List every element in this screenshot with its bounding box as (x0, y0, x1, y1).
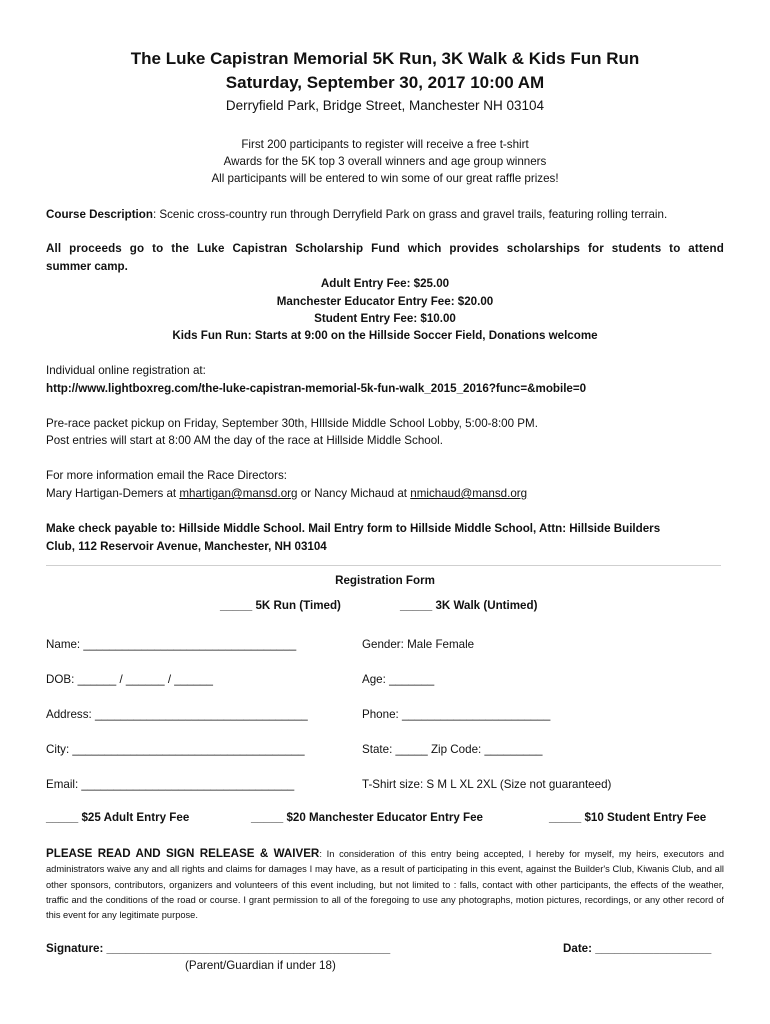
address-field[interactable]: Address: _________________________________ (46, 708, 308, 721)
contact-prefix: Mary Hartigan-Demers at (46, 487, 180, 500)
fee-option-student[interactable]: _____ $10 Student Entry Fee (549, 811, 707, 824)
age-field[interactable]: Age: _______ (362, 673, 435, 686)
fee-adult: Adult Entry Fee: $25.00 (320, 277, 450, 290)
event-option-3k[interactable]: _____ 3K Walk (Untimed) (400, 599, 538, 612)
gender-field[interactable]: Gender: Male Female (362, 638, 475, 651)
email-link-mhartigan[interactable]: mhartigan@mansd.org (179, 487, 298, 500)
release-label: PLEASE READ AND SIGN RELEASE & WAIVER (46, 847, 320, 860)
fee-educator: Manchester Educator Entry Fee: $20.00 (276, 295, 494, 308)
fee-student: Student Entry Fee: $10.00 (314, 312, 456, 325)
proceeds-line-1: All proceeds go to the Luke Capistran Scholarship Fund which provides scholarships for students to attend (46, 242, 724, 255)
date-field[interactable]: Date: __________________ (563, 942, 712, 955)
tshirt-size-field[interactable]: T-Shirt size: S M L XL 2XL (Size not guaranteed) (362, 778, 612, 791)
fee-option-educator[interactable]: _____ $20 Manchester Educator Entry Fee (251, 811, 483, 824)
contact-label: For more information email the Race Directors: (46, 469, 287, 482)
contact-line (46, 485, 527, 503)
signature-field[interactable]: Signature: ____________________________________________ (46, 942, 391, 955)
event-date: Saturday, September 30, 2017 10:00 AM (225, 73, 545, 92)
state-zip-field[interactable]: State: _____ Zip Code: _________ (362, 743, 543, 756)
event-location: Derryfield Park, Bridge Street, Manchester NH 03104 (225, 98, 545, 113)
phone-field[interactable]: Phone: _______________________ (362, 708, 551, 721)
email-field[interactable]: Email: _________________________________ (46, 778, 295, 791)
check-payable-line-2: Club, 112 Reservoir Avenue, Manchester, NH 03104 (46, 540, 327, 553)
name-field[interactable]: Name: _________________________________ (46, 638, 297, 651)
packet-pickup: Pre-race packet pickup on Friday, September 30th, HIllside Middle School Lobby, 5:00-8:00 PM. (46, 417, 538, 430)
guardian-note: (Parent/Guardian if under 18) (185, 959, 336, 972)
online-registration-url[interactable]: http://www.lightboxreg.com/the-luke-capistran-memorial-5k-fun-walk_2015_2016?func=&mobile=0 (46, 382, 587, 395)
release-waiver (46, 846, 724, 923)
divider (46, 565, 721, 566)
course-text: : Scenic cross-country run through Derryfield Park on grass and gravel trails, featuring rolling terrain. (152, 208, 668, 221)
fee-option-adult[interactable]: _____ $25 Adult Entry Fee (46, 811, 190, 824)
kids-fun-run: Kids Fun Run: Starts at 9:00 on the Hillside Soccer Field, Donations welcome (172, 329, 598, 342)
registration-form-title: Registration Form (335, 574, 435, 587)
email-link-nmichaud[interactable]: nmichaud@mansd.org (410, 487, 528, 500)
proceeds-line-2: summer camp. (46, 260, 128, 273)
event-title: The Luke Capistran Memorial 5K Run, 3K Walk & Kids Fun Run (130, 49, 640, 68)
release-text: : In consideration of this entry being accepted, I hereby for myself, my heirs, executors and administrators waive any and all rights and claims for damages I may have, as a result of participating in this event, against the Builder's Club, Kiwanis Club, and all other sponsors, contributors, organizers and volunteers of this event including, but not limited to : falls, contact with other participants, the effects of the weather, traffic and the conditions of the road or course. I grant permission to all of the foregoing to use any photographs, motion pictures, recordings, or any other record of this event for any legitimate purpose. (46, 849, 724, 921)
city-field[interactable]: City: ____________________________________ (46, 743, 305, 756)
post-entries: Post entries will start at 8:00 AM the day of the race at Hillside Middle School. (46, 434, 443, 447)
course-label: Course Description (46, 208, 153, 221)
perk-tshirt: First 200 participants to register will receive a free t-shirt (241, 138, 529, 151)
course-description (46, 206, 667, 224)
online-registration-label: Individual online registration at: (46, 364, 206, 377)
perk-awards: Awards for the 5K top 3 overall winners and age group winners (223, 155, 547, 168)
perk-raffle: All participants will be entered to win some of our great raffle prizes! (211, 172, 559, 185)
contact-middle: or Nancy Michaud at (297, 487, 411, 500)
check-payable-line-1: Make check payable to: Hillside Middle School. Mail Entry form to Hillside Middle School, Attn: Hillside Builders (46, 522, 661, 535)
dob-field[interactable]: DOB: ______ / ______ / ______ (46, 673, 213, 686)
event-option-5k[interactable]: _____ 5K Run (Timed) (220, 599, 341, 612)
